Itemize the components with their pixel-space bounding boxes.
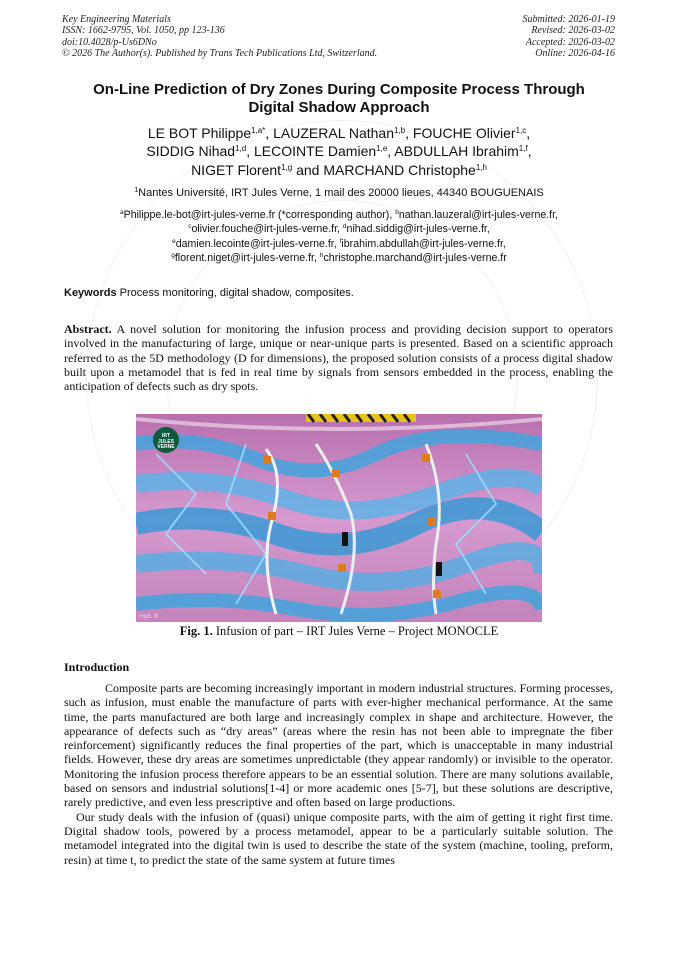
title-line-2: Digital Shadow Approach bbox=[248, 99, 430, 116]
email-sup: b bbox=[395, 209, 399, 216]
abstract-text: A novel solution for monitoring the infusion process and providing decision support to operators involved in the manufacturing of large, unique or near-unique parts is presented. Based on a scientific approach referred to as the 5D methodology (D for dimensions), the proposed solution consists of a process digital shadow built upon a metamodel that is fed in real time by signals from sensors embedded in the process, enabling the anticipation of defects such as dry spots. bbox=[64, 322, 613, 394]
journal-copyright: © 2026 The Author(s). Published by Trans Tech Publications Ltd, Switzerland. bbox=[62, 47, 378, 59]
author-name: MARCHAND Christophe bbox=[323, 161, 476, 178]
email-line-3 bbox=[40, 237, 638, 251]
email-sup: h bbox=[319, 251, 324, 259]
journal-header-left bbox=[62, 14, 377, 59]
date-online: Online: 2026-04-16 bbox=[535, 47, 615, 59]
caption-label: Fig. 1. bbox=[179, 624, 213, 638]
email-link[interactable]: nihad.siddig@irt-jules-verne.fr, bbox=[346, 223, 490, 236]
author-separator: , bbox=[246, 143, 251, 160]
email-link[interactable]: olivier.fouche@irt-jules-verne.fr, bbox=[191, 223, 340, 236]
author-name: LECOINTE Damien bbox=[254, 143, 377, 160]
introduction-paragraph-1: Composite parts are becoming increasingly important in modern industrial structures. Forming processes, such as infusion, must enable the manufacture of parts with ever-higher mechanical performance. At the same time, the parts manufactured are both large and increasingly complex in shape and architecture. However, the appearance of defects such as “dry areas” (areas where the resin has not been able to impregnate the fiber reinforcement) significantly reduces the final properties of the part, which is unacceptable in many industrial fields. However, these dry areas are sometimes unpredictable (they appear randomly) or invisible to the operator. Monitoring the infusion process therefore appears to be an essential solution. There are many solutions available, based on sensors and industrial solutions[1-4] or more academic ones [5-7], but these solutions are descriptive, rarely predictive, and even less prescriptive and often based on large productions. bbox=[64, 681, 613, 810]
author-name: FOUCHE Olivier bbox=[412, 125, 516, 141]
author-line-1 bbox=[40, 124, 638, 142]
keywords-text: Process monitoring, digital shadow, composites. bbox=[119, 287, 354, 299]
figure-photo bbox=[136, 414, 542, 622]
email-sup: e bbox=[172, 237, 176, 245]
affiliation-sup: 1 bbox=[134, 187, 139, 194]
author-sup: 1,b bbox=[394, 126, 406, 135]
irt-jules-verne-logo bbox=[153, 427, 179, 453]
author-name: LE BOT Philippe bbox=[147, 125, 252, 141]
title-line-1: On-Line Prediction of Dry Zones During Composite Process Through bbox=[93, 81, 585, 98]
author-name: NIGET Florent bbox=[191, 161, 282, 178]
photo-corner-badge: Hyd. K bbox=[139, 613, 159, 620]
keywords-label: Keywords bbox=[64, 287, 117, 299]
author-conjunction: and bbox=[296, 161, 320, 178]
introduction-body bbox=[64, 681, 613, 867]
email-sup: f bbox=[339, 237, 342, 245]
email-link[interactable]: ibrahim.abdullah@irt-jules-verne.fr, bbox=[341, 237, 506, 250]
email-sup: a bbox=[120, 209, 124, 216]
email-link[interactable]: Philippe.le-bot@irt-jules-verne.fr (*corresponding author), bbox=[123, 209, 393, 221]
email-sup: g bbox=[171, 251, 175, 259]
email-sup: c bbox=[188, 223, 192, 231]
author-separator: , bbox=[526, 125, 531, 141]
logo-line-1: IRT bbox=[161, 433, 171, 439]
author-sup: 1,f bbox=[518, 144, 528, 154]
email-line-2 bbox=[40, 222, 638, 236]
email-line-4 bbox=[40, 251, 638, 265]
email-link[interactable]: florent.niget@irt-jules-verne.fr, bbox=[174, 251, 317, 264]
author-sup: 1,d bbox=[235, 144, 247, 154]
affiliation bbox=[40, 187, 638, 200]
date-submitted: Submitted: 2026-01-19 bbox=[522, 14, 615, 25]
author-sup: 1,c bbox=[515, 126, 527, 135]
infusion-photo bbox=[136, 414, 542, 622]
affiliation-text: Nantes Université, IRT Jules Verne, 1 mail des 20000 lieues, 44340 BOUGUENAIS bbox=[138, 187, 544, 199]
logo-line-2: JULES bbox=[157, 438, 175, 445]
figure-caption bbox=[40, 624, 638, 639]
abstract bbox=[64, 322, 613, 393]
author-name: LAUZERAL Nathan bbox=[273, 125, 394, 141]
journal-issn: ISSN: 1662-9795, Vol. 1050, pp 123-136 bbox=[62, 25, 225, 37]
author-separator: , bbox=[387, 143, 392, 160]
author-sup: 1,h bbox=[475, 162, 487, 172]
journal-name: Key Engineering Materials bbox=[62, 14, 171, 25]
date-revised: Revised: 2026-03-02 bbox=[531, 25, 615, 37]
introduction-paragraph-2: Our study deals with the infusion of (quasi) unique composite parts, with the aim of getting it right first time. Digital shadow tools, powered by a process metamodel, appear to be a particularly suitable solution. The metamodel integrated into the digital twin is used to describe the state of the system (machine, tooling, preform, resin) at time t, to predict the state of the same system at future times bbox=[64, 809, 613, 867]
logo-line-3: VERNE bbox=[157, 444, 175, 450]
author-list bbox=[40, 124, 638, 179]
caption-text: Infusion of part – IRT Jules Verne – Project MONOCLE bbox=[215, 624, 499, 638]
author-name: ABDULLAH Ibrahim bbox=[394, 143, 519, 160]
keywords bbox=[64, 286, 624, 300]
author-emails bbox=[40, 208, 638, 265]
email-link[interactable]: nathan.lauzeral@irt-jules-verne.fr, bbox=[398, 209, 558, 221]
author-line-2 bbox=[40, 142, 638, 160]
email-line-1 bbox=[40, 208, 638, 222]
author-separator: , bbox=[405, 125, 410, 141]
paper-title bbox=[40, 81, 638, 117]
author-separator: , bbox=[527, 143, 532, 160]
email-link[interactable]: christophe.marchand@irt-jules-verne.fr bbox=[323, 251, 507, 264]
author-line-3 bbox=[40, 161, 638, 179]
journal-doi[interactable]: doi:10.4028/p-Us6DNo bbox=[62, 36, 157, 48]
author-sup: 1,a* bbox=[251, 126, 266, 135]
email-link[interactable]: damien.lecointe@irt-jules-verne.fr, bbox=[175, 237, 337, 250]
date-accepted: Accepted: 2026-03-02 bbox=[525, 36, 615, 48]
journal-header-right bbox=[523, 14, 616, 59]
author-separator: , bbox=[265, 125, 270, 141]
abstract-label: Abstract. bbox=[64, 322, 112, 336]
author-sup: 1,g bbox=[281, 162, 293, 172]
email-sup: d bbox=[342, 223, 347, 231]
section-heading-introduction: Introduction bbox=[64, 660, 130, 674]
author-name: SIDDIG Nihad bbox=[146, 143, 236, 160]
author-sup: 1,e bbox=[376, 144, 388, 154]
